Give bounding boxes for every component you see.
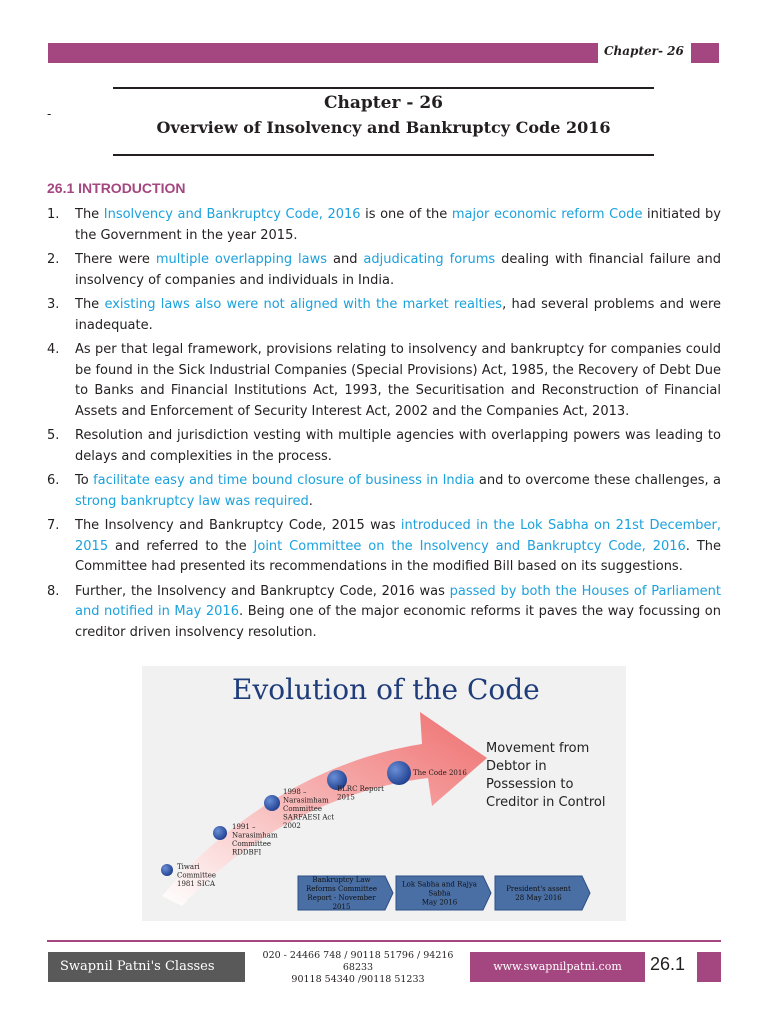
highlighted-text: existing laws also were not aligned with the market realties [104, 297, 503, 312]
intro-list [47, 205, 721, 643]
highlighted-text: Joint Committee on the Insolvency and Bankruptcy Code, 2016 [253, 538, 686, 554]
body-text: initiated by the Government in the year 2015. [75, 207, 721, 243]
milestone-label: SARFAESI Act [283, 813, 335, 822]
footer-phones-line2: 90118 54340 /90118 51233 [291, 974, 425, 985]
milestone-label: 1991 – [232, 823, 256, 831]
list-item-text [75, 340, 721, 422]
milestone-label: 1981 SICA [177, 880, 216, 888]
milestone-marker [161, 864, 173, 876]
header-bar-end [691, 43, 719, 63]
milestone-label: Tiwari [177, 863, 200, 871]
margin-dash: - [47, 107, 52, 121]
footer-website-link[interactable]: www.swapnilpatni.com [470, 952, 645, 982]
highlighted-text: multiple overlapping laws [155, 252, 328, 267]
highlighted-text: facilitate easy and time bound closure of business in India [93, 473, 475, 488]
list-item [47, 295, 721, 336]
body-text: and [327, 252, 364, 267]
milestone-label: BLRC Report [337, 785, 384, 793]
evolution-diagram [142, 666, 626, 921]
chapter-tag: Chapter- 26 [604, 44, 684, 58]
body-text: . The Committee had presented its recommendations in the modified Bill based on its suggestions. [75, 538, 721, 574]
footer-rule [47, 940, 721, 942]
timeline-step-label: 28 May 2016 [515, 894, 562, 902]
footer-accent-block [697, 952, 721, 982]
list-item-number: 5. [47, 428, 60, 443]
chapter-subtitle: Overview of Insolvency and Bankruptcy Code 2016 [156, 118, 611, 137]
side-text-line: Creditor in Control [486, 795, 606, 810]
list-item-number: 6. [47, 473, 60, 488]
header-bar [48, 43, 598, 63]
milestone-label: 2015 [337, 793, 355, 802]
milestone-label: 1998 – [283, 788, 307, 796]
body-text: dealing with financial failure and insolvency of companies and individuals in India. [75, 252, 721, 288]
list-item-number: 2. [47, 252, 60, 267]
figure-side-text [486, 741, 606, 810]
timeline-step [495, 876, 590, 910]
body-text: To [75, 473, 94, 488]
title-rule-top [113, 87, 654, 89]
timeline-step-label: Lok Sabha and Rajya [402, 880, 477, 889]
list-item-number: 3. [47, 297, 60, 312]
timeline-step-label: President's assent [506, 885, 571, 893]
milestone-label: Committee [283, 805, 322, 813]
milestone-marker [264, 795, 280, 811]
list-item [47, 250, 721, 291]
figure-title: Evolution of the Code [232, 673, 540, 706]
footer-phones [248, 950, 468, 986]
list-item [47, 426, 721, 467]
body-text: There were [75, 252, 156, 267]
timeline-step-box [495, 876, 590, 910]
highlighted-text: passed by both the Houses of Parliament and notified in May 2016 [75, 583, 721, 619]
timeline-step-label: Report - November [307, 894, 376, 902]
footer-phones-line1: 020 - 24466 748 / 90118 51796 / 94216 68233 [262, 950, 454, 973]
milestone-label: Narasimham [283, 796, 329, 805]
highlighted-text: introduced in the Lok Sabha on 21st December, 2015 [75, 518, 721, 554]
body-text: and to overcome these challenges, a [474, 473, 722, 488]
chapter-title: Chapter - 26 [324, 93, 443, 113]
highlighted-text: strong bankruptcy law was required [75, 493, 309, 509]
list-item [47, 205, 721, 246]
milestone-label: 2002 [283, 822, 301, 830]
timeline-step-label: 2015 [332, 903, 351, 911]
list-item-number: 7. [47, 518, 60, 533]
milestone-marker [387, 761, 411, 785]
footer-brand: Swapnil Patni's Classes [48, 952, 245, 982]
body-text: The Insolvency and Bankruptcy Code, 2015 was [75, 518, 401, 533]
timeline-step [298, 876, 393, 911]
list-item-text [75, 582, 721, 644]
list-item [47, 582, 721, 644]
list-item-text [75, 295, 721, 336]
list-item [47, 516, 721, 578]
body-text: Further, the Insolvency and Bankruptcy Code, 2016 was [75, 583, 450, 599]
milestone-label: Committee [232, 840, 271, 848]
milestone-label: The Code 2016 [413, 769, 467, 777]
list-item-text [75, 250, 721, 291]
side-text-line: Movement from [486, 741, 590, 756]
body-text: . Being one of the major economic reforms it paves the way focussing on creditor driven insolvency resolution. [75, 604, 721, 640]
body-text: As per that legal framework, provisions relating to insolvency and bankruptcy for companies could be found in the Sick Industrial Companies (Special Provisions) Act, 1985, the Recovery of Debt Due to Banks and Financial Institutions Act, 1993, the Securitisation and Reconstruction of Financial Assets and Enforcement of Security Interest Act, 2002 and the Companies Act, 2013. [75, 342, 721, 419]
body-text: Resolution and jurisdiction vesting with multiple agencies with overlapping powers was leading to delays and complexities in the process. [75, 428, 721, 464]
side-text-line: Possession to [486, 777, 574, 792]
body-text: and referred to the [108, 538, 254, 554]
list-item [47, 340, 721, 422]
timeline-step-label: May 2016 [421, 898, 458, 907]
timeline-step-label: Bankruptcy Law [312, 876, 371, 884]
list-item-text [75, 426, 721, 467]
list-item [47, 471, 721, 512]
list-item-number: 1. [47, 207, 60, 222]
body-text: The [75, 207, 104, 222]
evolution-figure [142, 666, 626, 921]
timeline-step-label: Sabha [428, 889, 451, 898]
body-text: , had several problems and were inadequate. [75, 297, 721, 333]
page-number: 26.1 [650, 954, 686, 974]
list-item-number: 8. [47, 583, 60, 599]
milestone-label: Narasimham [232, 831, 278, 840]
title-rule-bottom [113, 154, 654, 156]
timeline-step [396, 876, 491, 910]
body-text: The [75, 297, 105, 312]
body-text: . [308, 493, 313, 509]
milestone-marker [213, 826, 227, 840]
body-text: is one of the [360, 207, 452, 222]
highlighted-text: Insolvency and Bankruptcy Code, 2016 [103, 207, 361, 222]
milestone-label: RDDBFI [232, 848, 262, 857]
side-text-line: Debtor in [486, 759, 547, 774]
list-item-text [75, 471, 721, 512]
list-item-number: 4. [47, 342, 60, 357]
list-item-text [75, 205, 721, 246]
list-item-text [75, 516, 721, 578]
milestone-label: Committee [177, 871, 216, 880]
highlighted-text: adjudicating forums [363, 252, 496, 267]
timeline-step-label: Reforms Committee [305, 885, 378, 893]
highlighted-text: major economic reform Code [451, 207, 643, 222]
section-heading: 26.1 INTRODUCTION [47, 180, 186, 196]
